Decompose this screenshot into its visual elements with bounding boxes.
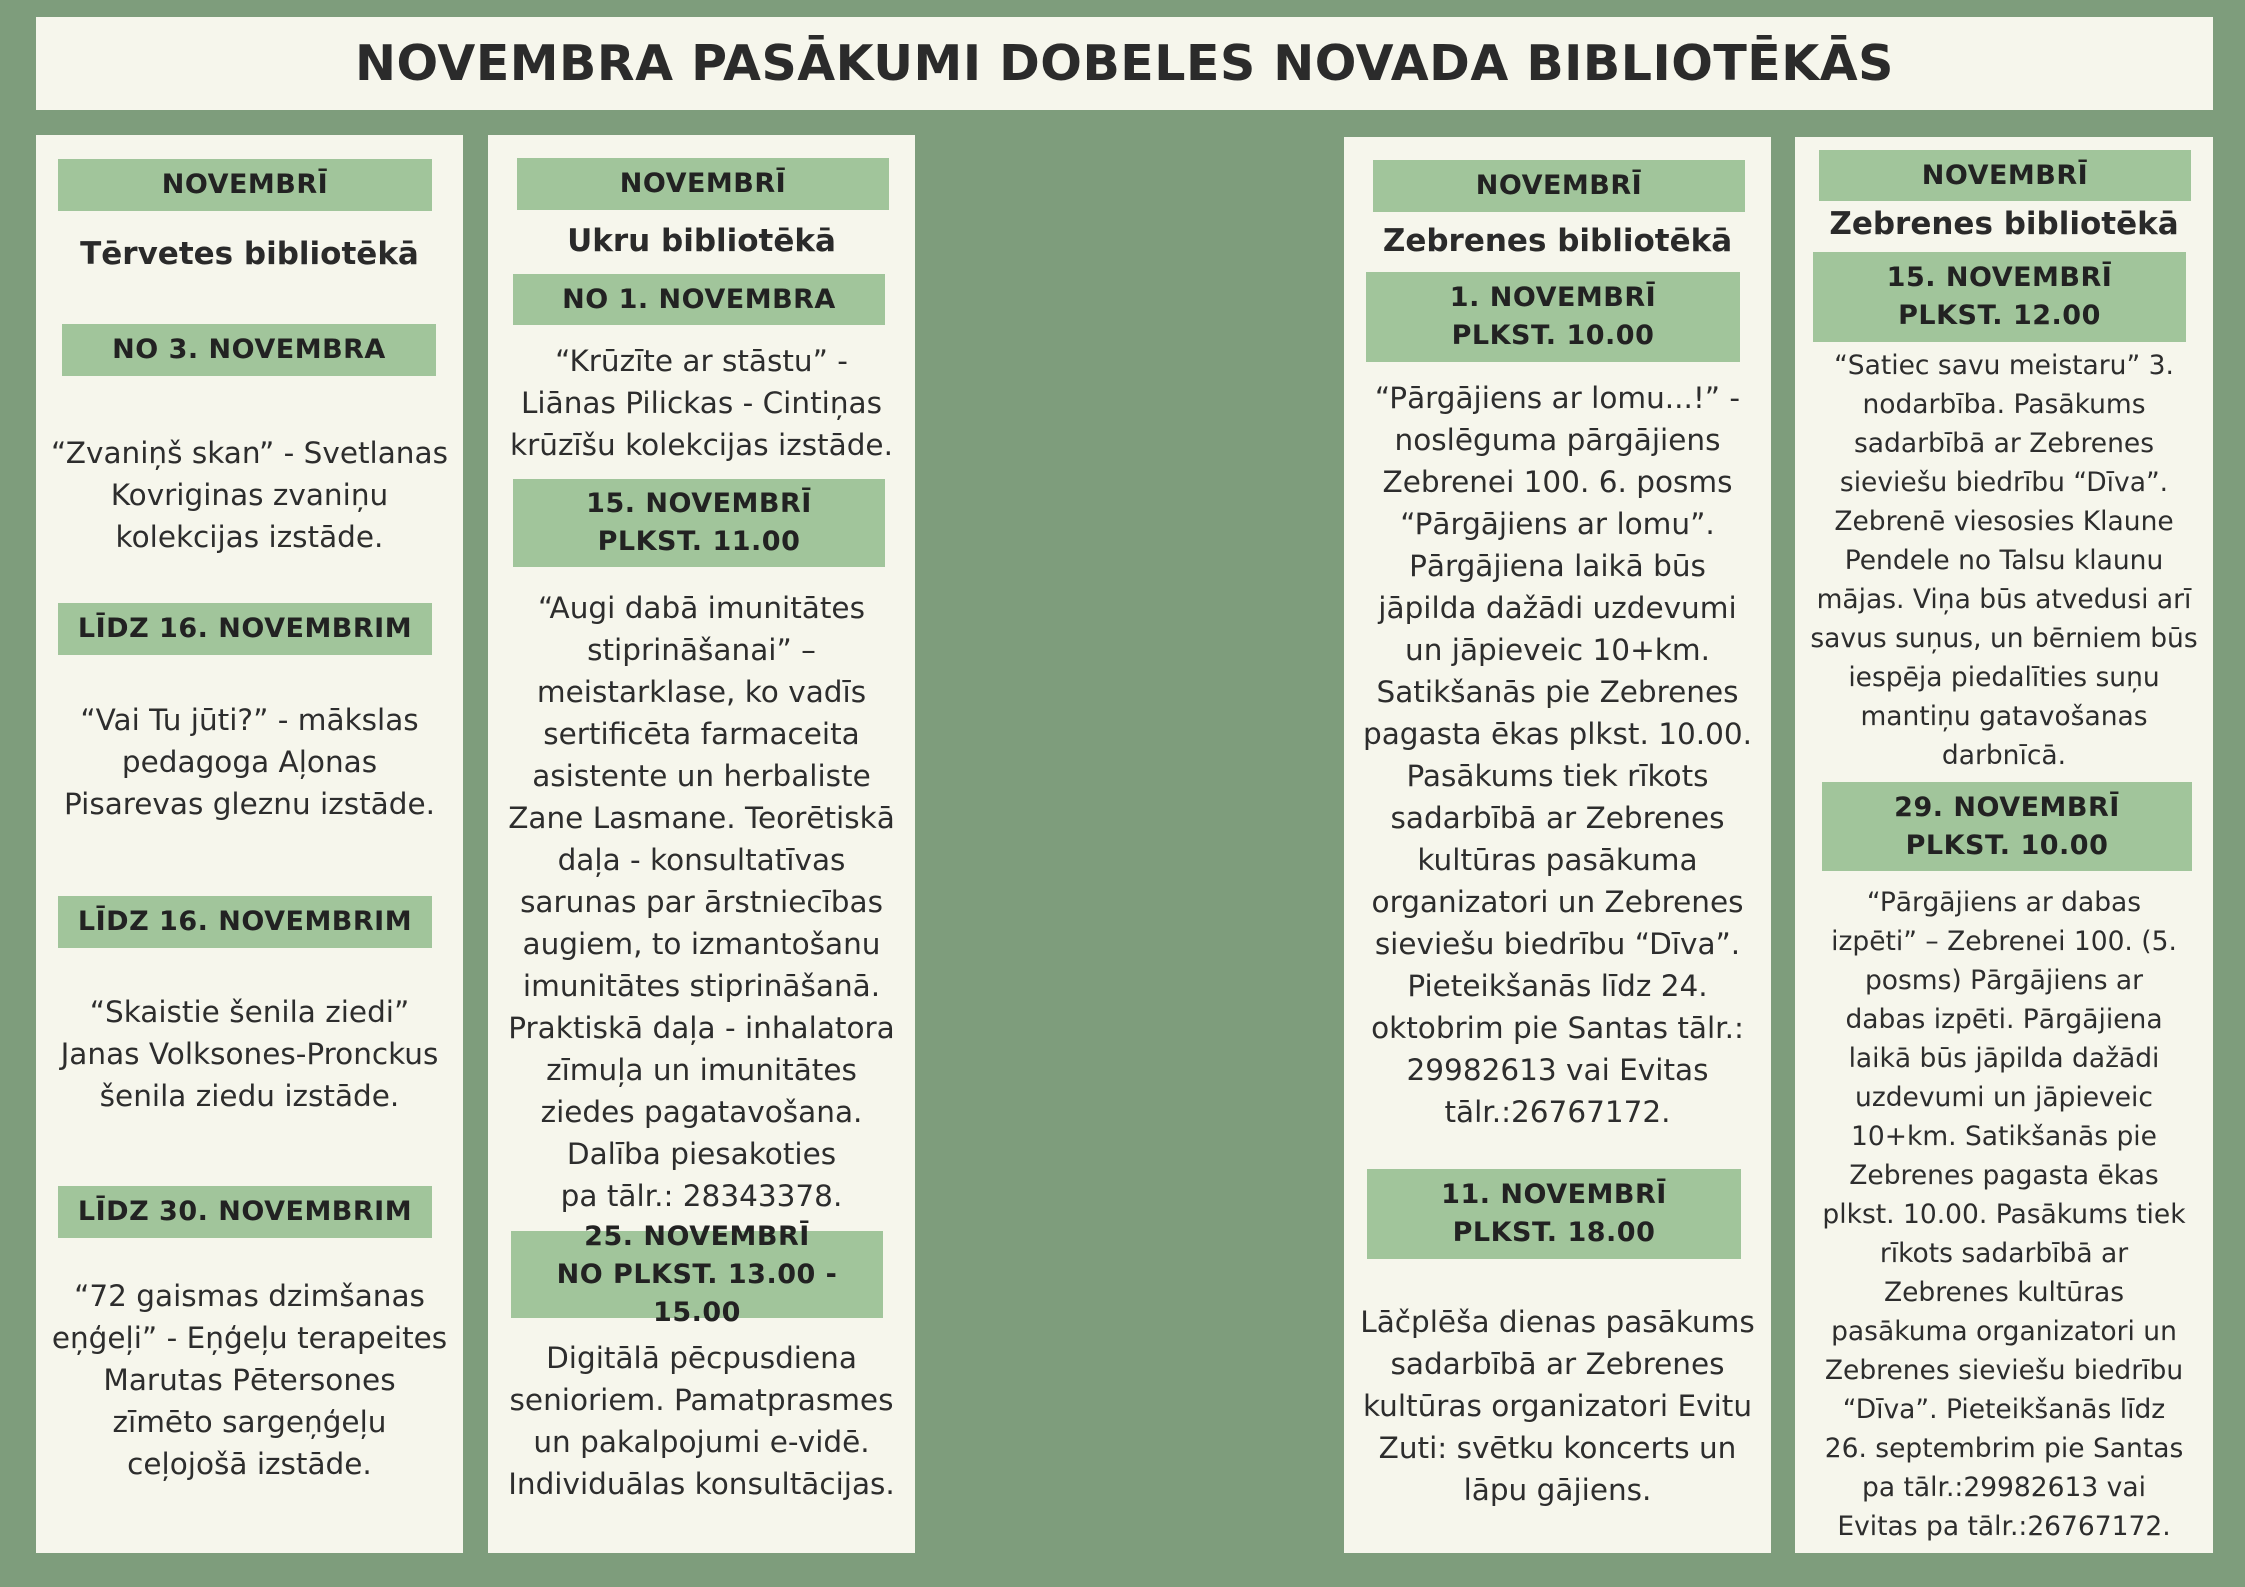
date-badge	[511, 1220, 883, 1328]
event-description: Lāčplēša dienas pasākums sadarbībā ar Zebrenes kultūras organizatori Evitu Zuti: svētku koncerts un lāpu gājiens.	[1360, 1305, 1755, 1507]
date-label: LĪDZ 30. NOVEMBRIM	[77, 1196, 413, 1227]
month-badge	[1373, 160, 1745, 212]
date-label: 1. NOVEMBRĪ	[1449, 282, 1657, 313]
event-description: “Vai Tu jūti?” - mākslas pedagoga Aļonas Pisarevas gleznu izstāde.	[64, 703, 435, 821]
event-description: Digitālā pēcpusdiena senioriem. Pamatprasmes un pakalpojumi e-vidē. Individuālas konsultācijas.	[508, 1341, 895, 1501]
date-badge	[1367, 1169, 1741, 1259]
library-name: Ukru bibliotēkā	[567, 223, 836, 259]
date-label: LĪDZ 16. NOVEMBRIM	[77, 613, 413, 644]
date-label: NO 1. NOVEMBRA	[562, 283, 836, 315]
date-label: 25. NOVEMBRĪ	[584, 1220, 810, 1252]
date-badge	[62, 324, 436, 376]
month-label: NOVEMBRĪ	[1475, 170, 1643, 201]
event-description: “Satiec savu meistaru” 3. nodarbība. Pasākums sadarbībā ar Zebrenes sieviešu biedrību “Dīva”. Zebrenē viesosies Klaune Pendele no Talsu klaunu mājas. Viņa būs atvedusi arī savus suņus, un bērniem būs iespēja piedalīties suņu mantiņu gatavošanas darbnīcā.	[1810, 350, 2198, 771]
month-label: NOVEMBRĪ	[161, 169, 329, 200]
event-description: “Pārgājiens ar dabas izpēti” – Zebrenei 100. (5. posms) Pārgājiens ar dabas izpēti. Pārgājiena laikā būs jāpilda dažādi uzdevumi un jāpieveic 10+km. Satikšanās pie Zebrenes pagasta ēkas plkst. 10.00. Pasākums tiek rīkots sadarbībā ar Zebrenes kultūras pasākuma organizatori un Zebrenes sieviešu biedrību “Dīva”. Pieteikšanās līdz 26. septembrim pie Santas pa tālr.:29982613 vai Evitas pa tālr.:26767172.	[1822, 887, 2186, 1542]
date-badge	[513, 274, 885, 325]
month-badge	[1819, 150, 2191, 201]
date-badge	[58, 603, 432, 655]
time-label: PLKST. 18.00	[1452, 1217, 1656, 1248]
title-banner	[36, 17, 2213, 110]
date-label: 11. NOVEMBRĪ	[1441, 1179, 1667, 1210]
date-label: LĪDZ 16. NOVEMBRIM	[77, 906, 413, 937]
library-name: Tērvetes bibliotēkā	[80, 236, 419, 272]
date-badge	[1822, 782, 2192, 871]
month-badge	[517, 158, 889, 210]
event-description: “Krūzīte ar stāstu” - Liānas Pilickas - Cintiņas krūzīšu kolekcijas izstāde.	[510, 344, 893, 462]
event-description: “Zvaniņš skan” - Svetlanas Kovriginas zvaniņu kolekcijas izstāde.	[51, 436, 448, 554]
time-label: NO PLKST. 13.00 - 15.00	[556, 1258, 838, 1328]
time-label: PLKST. 12.00	[1898, 300, 2101, 331]
event-description: “72 gaismas dzimšanas eņģeļi” - Eņģeļu terapeites Marutas Pētersones zīmēto sargeņģeļu ceļojošā izstāde.	[51, 1279, 448, 1481]
column-tervetes	[36, 135, 463, 1553]
date-badge	[1366, 272, 1740, 362]
month-badge	[58, 159, 432, 211]
event-description: “Skaistie šenila ziedi” Janas Volksones-Pronckus šenila ziedu izstāde.	[60, 995, 439, 1113]
event-description: “Augi dabā imunitātes stiprināšanai” – meistarklase, ko vadīs sertificēta farmaceita asistente un herbaliste Zane Lasmane. Teorētiskā daļa - konsultatīvas sarunas par ārstniecības augiem, to izmantošanu imunitātes stiprināšanā. Praktiskā daļa - inhalatora zīmuļa un imunitātes ziedes pagatavošana. Dalība piesakoties pa tālr.: 28343378.	[508, 591, 895, 1213]
event-description: “Pārgājiens ar lomu...!” - noslēguma pārgājiens Zebrenei 100. 6. posms “Pārgājiens ar lomu”. Pārgājiena laikā būs jāpilda dažādi uzdevumi un jāpieveic 10+km. Satikšanās pie Zebrenes pagasta ēkas plkst. 10.00. Pasākums tiek rīkots sadarbībā ar Zebrenes kultūras pasākuma organizatori un Zebrenes sieviešu biedrību “Dīva”. Pieteikšanās līdz 24. oktobrim pie Santas tālr.: 29982613 vai Evitas tālr.:26767172.	[1362, 381, 1753, 1129]
column-ukru	[488, 135, 915, 1553]
date-badge	[58, 896, 432, 948]
column-zebrenes-1	[1344, 137, 1771, 1553]
library-name: Zebrenes bibliotēkā	[1829, 206, 2179, 242]
date-label: 15. NOVEMBRĪ	[1886, 262, 2113, 293]
column-zebrenes-2	[1795, 137, 2213, 1553]
month-label: NOVEMBRĪ	[1921, 159, 2089, 191]
date-badge	[513, 479, 885, 567]
time-label: PLKST. 11.00	[597, 526, 801, 557]
month-label: NOVEMBRĪ	[619, 168, 787, 199]
page-title: NOVEMBRA PASĀKUMI DOBELES NOVADA BIBLIOTĒKĀS	[355, 35, 1894, 92]
library-name: Zebrenes bibliotēkā	[1382, 223, 1733, 259]
date-label: NO 3. NOVEMBRA	[112, 334, 386, 365]
date-badge	[58, 1186, 432, 1238]
date-badge	[1813, 252, 2186, 342]
time-label: PLKST. 10.00	[1451, 320, 1655, 351]
time-label: PLKST. 10.00	[1905, 829, 2109, 861]
date-label: 29. NOVEMBRĪ	[1894, 791, 2120, 823]
date-label: 15. NOVEMBRĪ	[586, 488, 812, 519]
